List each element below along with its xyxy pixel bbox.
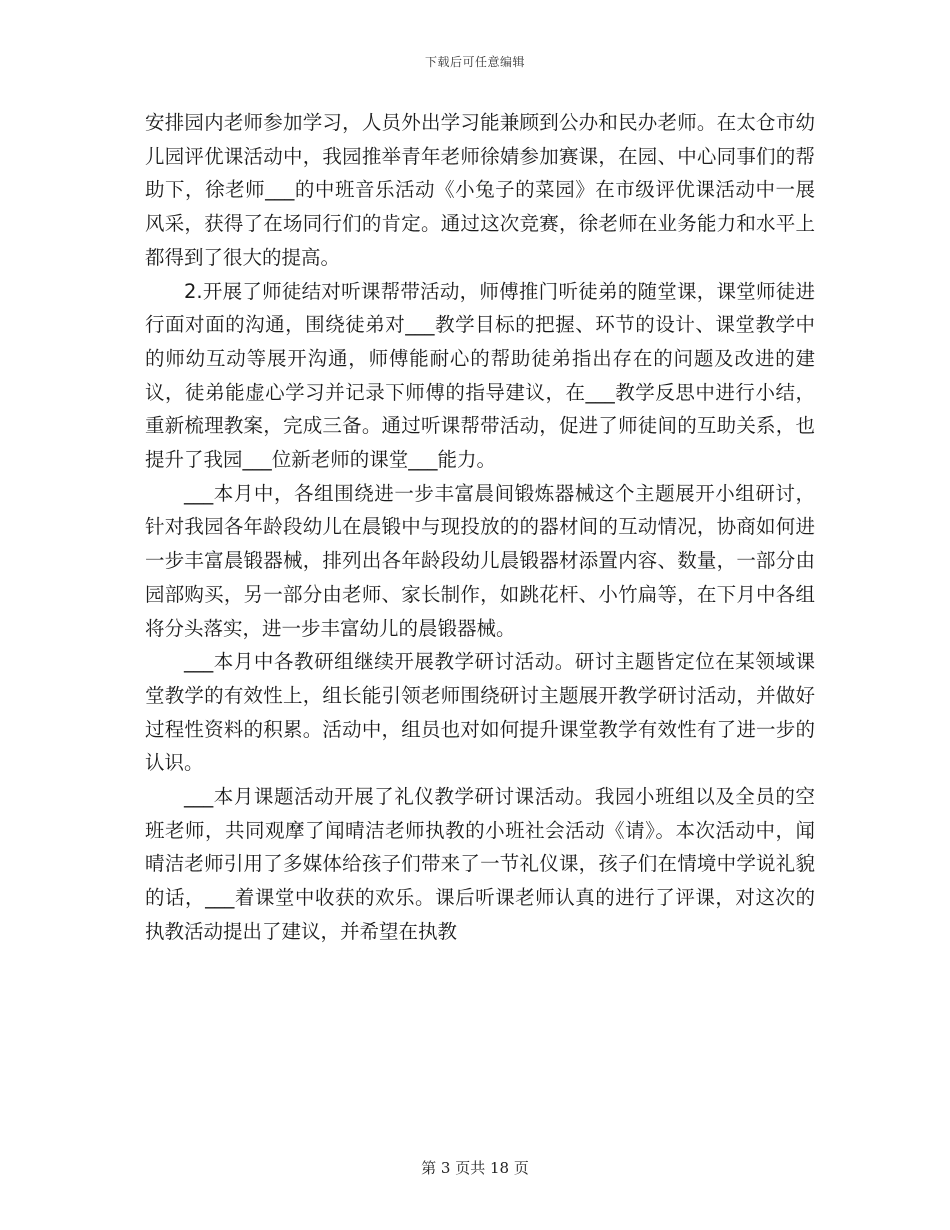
paragraph-morning-exercise: ___本月中，各组围绕进一步丰富晨间锻炼器械这个主题展开小组研讨，针对我园各年龄段幼儿在晨锻中与现投放的的器材间的互动情况，协商如何进一步丰富晨锻器械，排列出各年龄段幼儿晨锻器材添置内容、数量，一部分由园部购买，另一部分由老师、家长制作，如跳花杆、小竹扁等，在下月中各组将分头落实，进一步丰富幼儿的晨锻器械。 xyxy=(145,481,815,640)
page-header: 下载后可任意编辑 xyxy=(424,55,525,69)
paragraph-continuation: 安排园内老师参加学习，人员外出学习能兼顾到公办和民办老师。在太仓市幼儿园评优课活动中，我园推举青年老师徐婧参加赛课，在园、中心同事们的帮助下，徐老师___的中班音乐活动《小兔子的菜园》在市级评优课活动中一展风采，获得了在场同行们的肯定。通过这次竞赛，徐老师在业务能力和水平上都得到了很大的提高。 xyxy=(145,111,815,269)
document-body xyxy=(145,106,815,949)
paragraph-etiquette-lesson: ___本月课题活动开展了礼仪教学研讨课活动。我园小班组以及全员的空班老师，共同观摩了闻晴洁老师执教的小班社会活动《请》。本次活动中，闻晴洁老师引用了多媒体给孩子们带来了一节礼仪课，孩子们在情境中学说礼貌的话，___着课堂中收获的欢乐。课后听课老师认真的进行了评课，对这次的执教活动提出了建议，并希望在执教 xyxy=(145,785,815,943)
page-footer: 第 3 页共 18 页 xyxy=(421,1159,529,1177)
paragraph-teaching-research: ___本月中各教研组继续开展教学研讨活动。研讨主题皆定位在某领域课堂教学的有效性上，组长能引领老师围绕研讨主题展开教学研讨活动，并做好过程性资料的积累。活动中，组员也对如何提升课堂教学有效性有了进一步的认识。 xyxy=(145,650,815,775)
paragraph-mentorship: 2.开展了师徒结对听课帮带活动，师傅推门听徒弟的随堂课，课堂师徒进行面对面的沟通，围绕徒弟对___教学目标的把握、环节的设计、课堂教学中的师幼互动等展开沟通，师傅能耐心的帮助徒弟指出存在的问题及改进的建议，徒弟能虚心学习并记录下师傅的指导建议，在___教学反思中进行小结，重新梳理教案，完成三备。通过听课帮带活动，促进了师徒间的互助关系，也提升了我园___位新老师的课堂___能力。 xyxy=(145,279,815,472)
